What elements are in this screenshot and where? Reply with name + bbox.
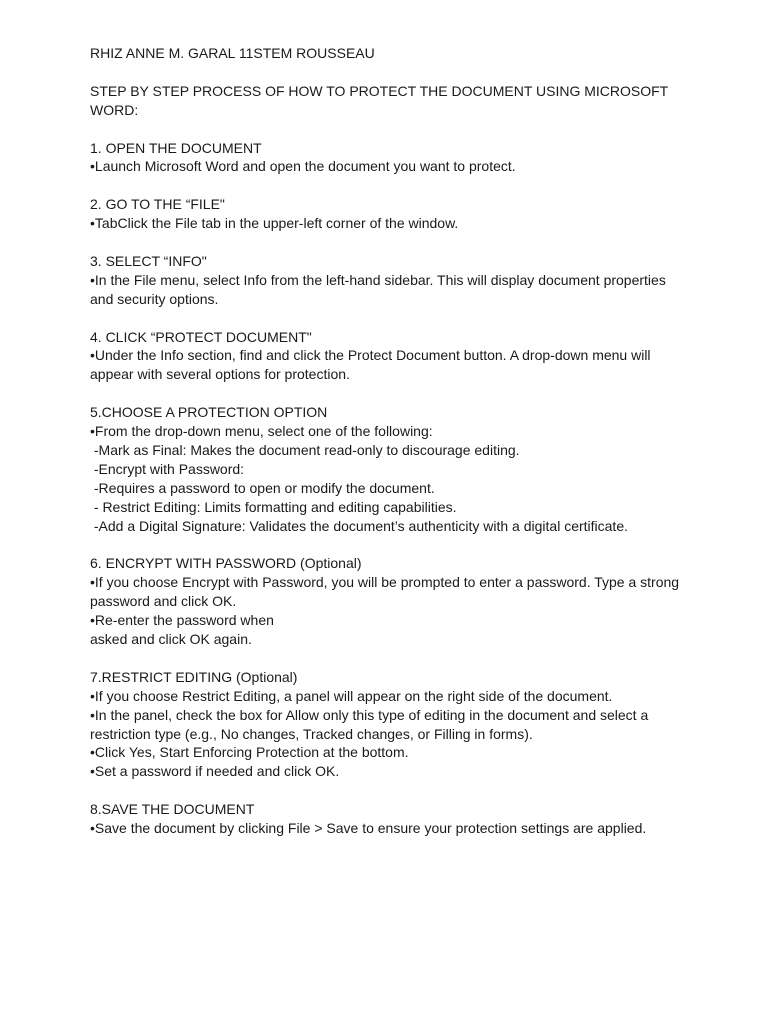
step-heading: 6. ENCRYPT WITH PASSWORD (Optional) <box>90 555 362 572</box>
step-text-line: •Under the Info section, find and click the Protect Document button. A drop-down menu will <box>90 347 651 364</box>
step-section <box>90 535 690 648</box>
document-title-line: WORD: <box>90 101 139 118</box>
step-text-line: -Add a Digital Signature: Validates the document’s authenticity with a digital certificate. <box>90 517 628 534</box>
spacer <box>90 535 690 554</box>
step-section <box>90 176 690 233</box>
step-text-line: -Mark as Final: Makes the document read-only to discourage editing. <box>90 441 520 458</box>
step-section <box>90 384 690 535</box>
spacer <box>90 384 690 403</box>
spacer <box>90 781 690 800</box>
step-heading: 5.CHOOSE A PROTECTION OPTION <box>90 404 328 421</box>
step-text-line: •From the drop-down menu, select one of the following: <box>90 423 433 440</box>
step-heading: 7.RESTRICT EDITING (Optional) <box>90 668 298 685</box>
spacer <box>90 63 690 82</box>
step-section <box>90 649 690 781</box>
step-text-line: •Re-enter the password when <box>90 612 274 629</box>
step-text-line: •If you choose Restrict Editing, a panel will appear on the right side of the document. <box>90 687 613 704</box>
author-header: RHIZ ANNE M. GARAL 11STEM ROUSSEAU <box>90 45 375 61</box>
step-text-line: password and click OK. <box>90 593 237 610</box>
step-text-line: •TabClick the File tab in the upper-left corner of the window. <box>90 215 459 232</box>
spacer <box>90 120 690 139</box>
step-text-line: •In the panel, check the box for Allow only this type of editing in the document and select a <box>90 706 649 723</box>
steps-list <box>90 120 690 838</box>
step-heading: 3. SELECT “INFO" <box>90 252 207 269</box>
step-heading: 1. OPEN THE DOCUMENT <box>90 139 262 156</box>
step-text-line: - Restrict Editing: Limits formatting and editing capabilities. <box>90 498 457 515</box>
step-text-line: •Launch Microsoft Word and open the document you want to protect. <box>90 158 516 175</box>
step-heading: 4. CLICK “PROTECT DOCUMENT" <box>90 328 312 345</box>
step-text-line: and security options. <box>90 290 219 307</box>
document-title-line: STEP BY STEP PROCESS OF HOW TO PROTECT THE DOCUMENT USING MICROSOFT <box>90 82 669 99</box>
step-heading: 8.SAVE THE DOCUMENT <box>90 801 255 818</box>
step-text-line: •If you choose Encrypt with Password, you will be prompted to enter a password. Type a strong <box>90 574 680 591</box>
spacer <box>90 233 690 252</box>
spacer <box>90 309 690 328</box>
step-text-line: -Requires a password to open or modify the document. <box>90 479 435 496</box>
document-body <box>90 44 690 838</box>
spacer <box>90 649 690 668</box>
step-text-line: appear with several options for protection. <box>90 366 350 383</box>
step-section <box>90 781 690 838</box>
step-text-line: •Set a password if needed and click OK. <box>90 763 340 780</box>
step-section <box>90 309 690 385</box>
step-text-line: restriction type (e.g., No changes, Tracked changes, or Filling in forms). <box>90 725 533 742</box>
step-text-line: •Click Yes, Start Enforcing Protection at the bottom. <box>90 744 409 761</box>
step-section <box>90 233 690 309</box>
step-text-line: -Encrypt with Password: <box>90 460 245 477</box>
spacer <box>90 176 690 195</box>
step-text-line: •Save the document by clicking File > Save to ensure your protection settings are applied. <box>90 820 647 837</box>
step-text-line: •In the File menu, select Info from the left-hand sidebar. This will display document properties <box>90 271 666 288</box>
step-section <box>90 120 690 177</box>
step-heading: 2. GO TO THE “FILE" <box>90 196 225 213</box>
step-text-line: asked and click OK again. <box>90 630 252 647</box>
